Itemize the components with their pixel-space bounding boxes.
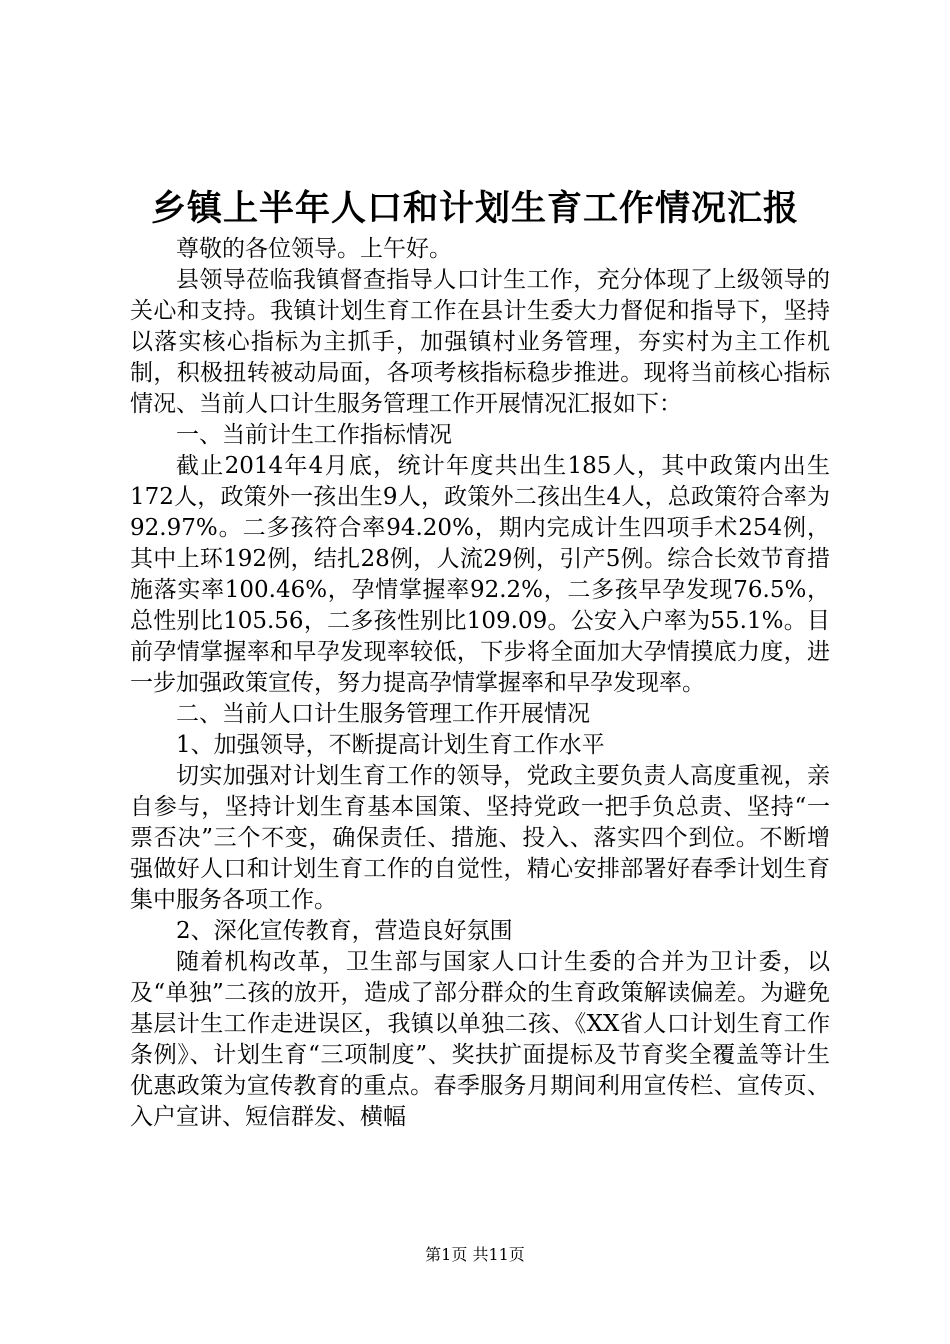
page-footer: 第1页 共11页 xyxy=(425,1245,525,1264)
subheading-publicity: 2、深化宣传教育，营造良好氛围 xyxy=(176,918,513,944)
section-heading-services: 二、当前人口计生服务管理工作开展情况 xyxy=(176,701,590,727)
document-title: 乡镇上半年人口和计划生育工作情况汇报 xyxy=(150,188,799,229)
paragraph-publicity: 随着机构改革，卫生部与国家人口计生委的合并为卫计委，以及“单独”二孩的放开，造成了部分群众的生育政策解读偏差。为避免基层计生工作走进误区，我镇以单独二孩、《XX省人口计划生育工作条例》、计划生育“三项制度”、奖扶扩面提标及节育奖全覆盖等计生优惠政策为宣传教育的重点。春季服务月期间利用宣传栏、宣传页、入户宣讲、短信群发、横幅 xyxy=(130,949,830,1130)
document-body xyxy=(130,234,830,1133)
section-heading-indicators: 一、当前计生工作指标情况 xyxy=(176,422,452,448)
paragraph-leadership: 切实加强对计划生育工作的领导，党政主要负责人高度重视，亲自参与，坚持计划生育基本国策、坚持党政一把手负总责、坚持“一票否决”三个不变，确保责任、措施、投入、落实四个到位。不断增强做好人口和计划生育工作的自觉性，精心安排部署好春季计划生育集中服务各项工作。 xyxy=(130,763,830,913)
paragraph-greeting: 尊敬的各位领导。上午好。 xyxy=(176,236,452,262)
paragraph-intro: 县领导莅临我镇督查指导人口计生工作，充分体现了上级领导的关心和支持。我镇计划生育工作在县计生委大力督促和指导下，坚持以落实核心指标为主抓手，加强镇村业务管理，夯实村为主工作机制，积极扭转被动局面，各项考核指标稳步推进。现将当前核心指标情况、当前人口计生服务管理工作开展情况汇报如下： xyxy=(130,267,830,417)
paragraph-indicators: 截止2014年4月底，统计年度共出生185人，其中政策内出生172人，政策外一孩出生9人，政策外二孩出生4人，总政策符合率为92.97%。二多孩符合率94.20%，期内完成计生四项手术254例，其中上环192例，结扎28例，人流29例，引产5例。综合长效节育措施落实率100.46%，孕情掌握率92.2%，二多孩早孕发现76.5%，总性别比105.56，二多孩性别比109.09。公安入户率为55.1%。目前孕情掌握率和早孕发现率较低，下步将全面加大孕情摸底力度，进一步加强政策宣传，努力提高孕情掌握率和早孕发现率。 xyxy=(130,453,830,696)
subheading-leadership: 1、加强领导，不断提高计划生育工作水平 xyxy=(176,732,605,758)
